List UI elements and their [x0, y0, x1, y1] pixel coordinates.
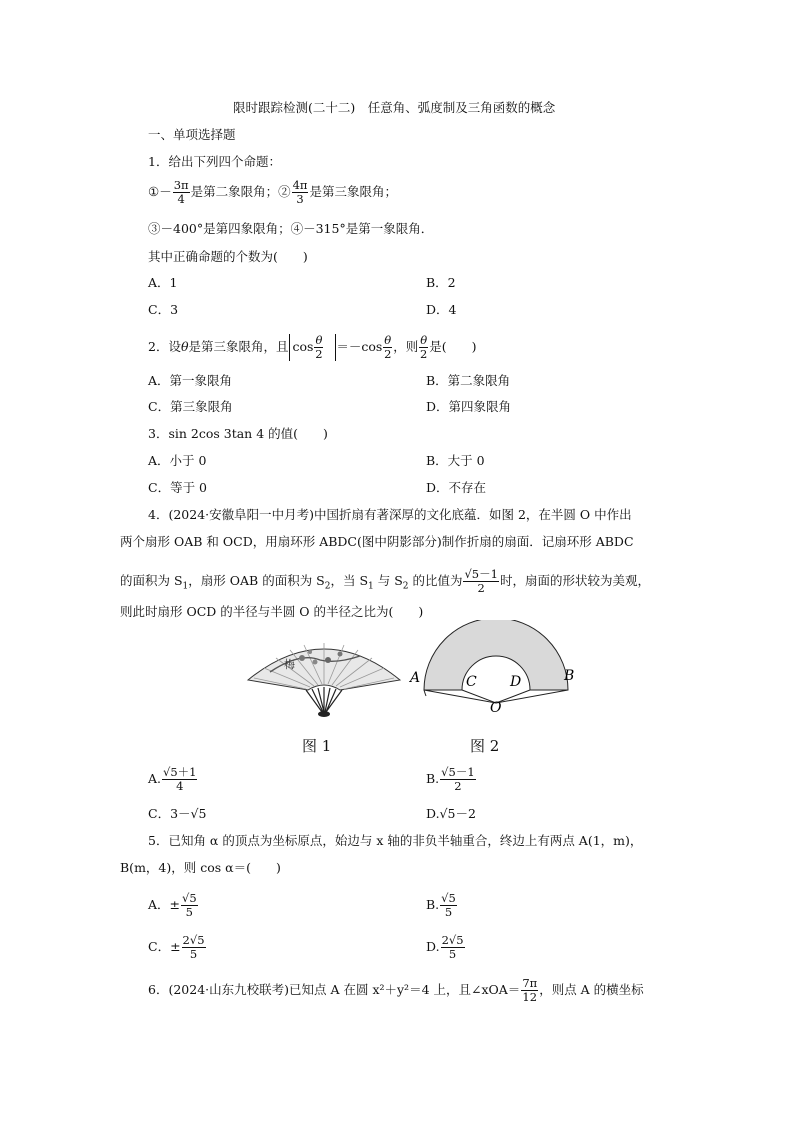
fan-calligraphy: 梅: [284, 658, 295, 671]
q5-line1: 5．已知角 α 的顶点为坐标原点，始边与 x 轴的非负半轴重合，终边上有两点 A(1，m)，: [148, 833, 643, 848]
label-B: B: [564, 668, 575, 684]
absolute-value: cos $\frac{\theta}{2}$: [289, 334, 337, 361]
page-title: 限时跟踪检测(二十二) 任意角、弧度制及三角函数的概念: [233, 100, 556, 115]
q4-option-d: D.√5－2: [426, 806, 476, 821]
q2-option-d: D．第四象限角: [426, 399, 512, 414]
q4-line4: 则此时扇形 OCD 的半径与半圆 O 的半径之比为( ): [120, 604, 424, 619]
fraction: $\frac{√5-1}{2}$: [464, 567, 498, 595]
q4-line2: 两个扇形 OAB 和 OCD，用扇环形 ABDC(图中阴影部分)制作折扇的扇面．记扇环形 ABDC: [120, 534, 634, 549]
q1-ask: 其中正确命题的个数为( ): [148, 249, 308, 264]
figure-2-caption: 图 2: [470, 737, 500, 755]
sector-diagram: [402, 620, 588, 712]
q4-line3: 的面积为 $S_1$，扇形 OAB 的面积为 $S_2$，当 $S_1$ 与 $S_2$ 的比值为 $\frac{√5-1}{2}$ 时，扇面的形状较为美观，: [120, 567, 650, 595]
q3-option-c: C．等于 0: [148, 480, 207, 495]
fraction: $\frac{3\pi}{4}$: [173, 178, 189, 206]
q2-option-a: A．第一象限角: [148, 373, 233, 388]
label-D: D: [510, 674, 522, 690]
q1-line1: ①－ $\frac{3\pi}{4}$ 是第二象限角；② $\frac{4\pi}{3}$ 是第三象限角；: [148, 178, 397, 206]
q1-option-d: D．4: [426, 302, 457, 317]
q4-option-c: C．3－√5: [148, 806, 207, 821]
q1-option-b: B．2: [426, 275, 456, 290]
fraction: $\frac{\theta}{2}$: [420, 333, 428, 361]
q5-option-a: A．± $\frac{√5}{5}$: [148, 891, 197, 919]
fraction: $\frac{7\pi}{12}$: [522, 976, 538, 1004]
figure-1-caption: 图 1: [302, 737, 332, 755]
label-O: O: [490, 700, 502, 712]
q3-stem: 3．sin 2cos 3tan 4 的值( ): [148, 426, 328, 441]
folding-fan-image: [240, 632, 408, 720]
q4-option-b: B. $\frac{√5-1}{2}$: [426, 765, 475, 793]
section-heading: 一、单项选择题: [148, 127, 236, 142]
q1-option-c: C．3: [148, 302, 179, 317]
q3-option-a: A．小于 0: [148, 453, 207, 468]
q1-option-a: A．1: [148, 275, 178, 290]
q6-stem: 6．(2024·山东九校联考)已知点 A 在圆 x²＋y²＝4 上，且∠xOA＝ $\frac{7\pi}{12}$ ，则点 A 的横坐标: [148, 976, 644, 1004]
q1-line2: ③－400°是第四象限角；④－315°是第一象限角．: [148, 221, 434, 236]
q2-option-b: B．第二象限角: [426, 373, 511, 388]
q5-option-b: B. $\frac{√5}{5}$: [426, 891, 456, 919]
q4-option-a: A. $\frac{√5+1}{4}$: [148, 765, 197, 793]
q2-stem: 2．设θ是第三象限角，且 cos $\frac{\theta}{2}$ ＝－cos $\frac{\theta}{2}$ ，则 $\frac{\theta}{2}$ 是( ): [148, 333, 477, 361]
fraction: $\frac{\theta}{2}$: [384, 333, 392, 361]
q1-stem: 1．给出下列四个命题：: [148, 154, 281, 169]
fraction: $\frac{4\pi}{3}$: [292, 178, 308, 206]
q4-line1: 4．(2024·安徽阜阳一中月考)中国折扇有著深厚的文化底蕴．如图 2，在半圆 O 中作出: [148, 507, 632, 522]
q5-line2: B(m，4)，则 cos α＝( ): [120, 860, 281, 875]
q5-option-d: D. $\frac{2√5}{5}$: [426, 933, 464, 961]
label-A: A: [410, 670, 421, 686]
q3-option-b: B．大于 0: [426, 453, 485, 468]
q2-option-c: C．第三象限角: [148, 399, 233, 414]
q3-option-d: D．不存在: [426, 480, 487, 495]
label-C: C: [466, 674, 477, 690]
q5-option-c: C．± $\frac{2√5}{5}$: [148, 933, 205, 961]
